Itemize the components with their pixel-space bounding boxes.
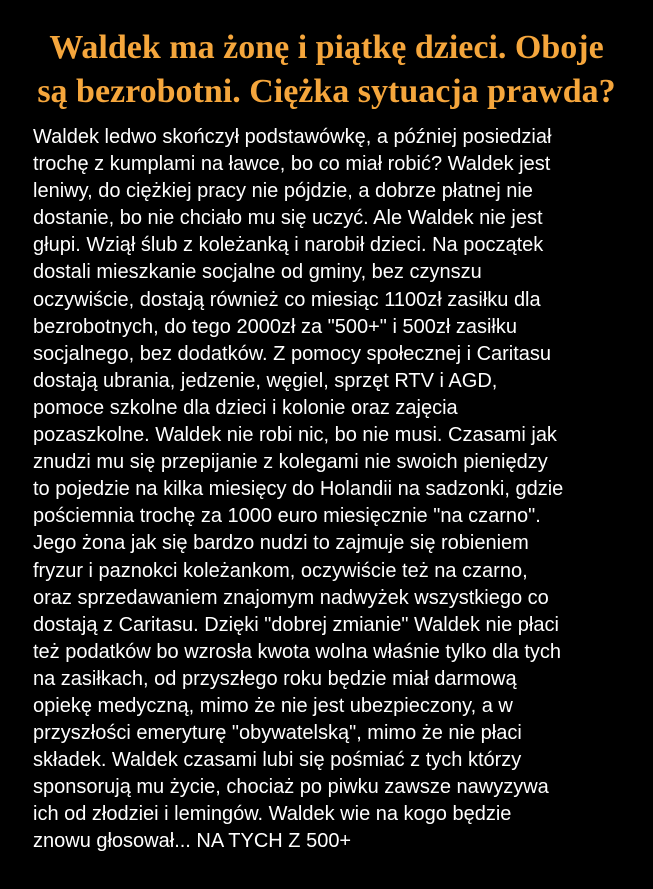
story-line: sponsorują mu życie, chociaż po piwku zawsze nawyzywa	[33, 776, 549, 799]
headline-line: są bezrobotni. Ciężka sytuacja prawda?	[37, 73, 616, 110]
story-line: leniwy, do ciężkiej pracy nie pójdzie, a dobrze płatnej nie	[33, 180, 533, 203]
story-line: dostali mieszkanie socjalne od gminy, bez czynszu	[33, 261, 482, 284]
story-line: na zasiłkach, od przyszłego roku będzie miał darmową	[33, 667, 517, 690]
story-line: pościemnia trochę za 1000 euro miesięcznie "na czarno".	[33, 505, 541, 528]
story-line: bezrobotnych, do tego 2000zł za "500+" i 500zł zasiłku	[33, 315, 517, 338]
story-line: trochę z kumplami na ławce, bo co miał robić? Waldek jest	[33, 153, 551, 176]
story-line: dostanie, bo nie chciało mu się uczyć. Ale Waldek nie jest	[33, 207, 543, 230]
story-line: opiekę medyczną, mimo że nie jest ubezpieczony, a w	[33, 694, 513, 717]
story-line: dostają z Caritasu. Dzięki "dobrej zmianie" Waldek nie płaci	[33, 613, 559, 636]
story-line: przyszłości emeryturę "obywatelską", mimo że nie płaci	[33, 722, 522, 745]
headline	[0, 26, 653, 114]
headline-line: Waldek ma żonę i piątkę dzieci. Oboje	[49, 29, 604, 66]
story-line: składek. Waldek czasami lubi się pośmiać z tych którzy	[33, 749, 522, 772]
story-line: głupi. Wziął ślub z koleżanką i narobił dzieci. Na początek	[33, 234, 544, 257]
story-line: to pojedzie na kilka miesięcy do Holandii na sadzonki, gdzie	[33, 478, 564, 501]
story-line: socjalnego, bez dodatków. Z pomocy społecznej i Caritasu	[33, 342, 552, 365]
story-line: znowu głosował... NA TYCH Z 500+	[33, 830, 352, 853]
story-line: pozaszkolne. Waldek nie robi nic, bo nie musi. Czasami jak	[33, 424, 557, 447]
story-line: pomoce szkolne dla dzieci i kolonie oraz zajęcia	[33, 396, 458, 419]
story-line: fryzur i paznokci koleżankom, oczywiście też na czarno,	[33, 559, 528, 582]
story-line: ich od złodziei i lemingów. Waldek wie na kogo będzie	[33, 803, 512, 826]
story-line: dostają ubrania, jedzenie, węgiel, sprzęt RTV i AGD,	[33, 369, 498, 392]
story-line: oraz sprzedawaniem znajomym nadwyżek wszystkiego co	[33, 586, 549, 609]
story-line: oczywiście, dostają również co miesiąc 1100zł zasiłku dla	[33, 288, 541, 311]
story-line: też podatków bo wzrosła kwota wolna właśnie tylko dla tych	[33, 640, 562, 663]
story-line: znudzi mu się przepijanie z kolegami nie swoich pieniędzy	[33, 451, 548, 474]
story-line: Waldek ledwo skończył podstawówkę, a później posiedział	[33, 126, 552, 148]
story-text	[33, 124, 638, 856]
story-line: Jego żona jak się bardzo nudzi to zajmuje się robieniem	[33, 532, 529, 555]
